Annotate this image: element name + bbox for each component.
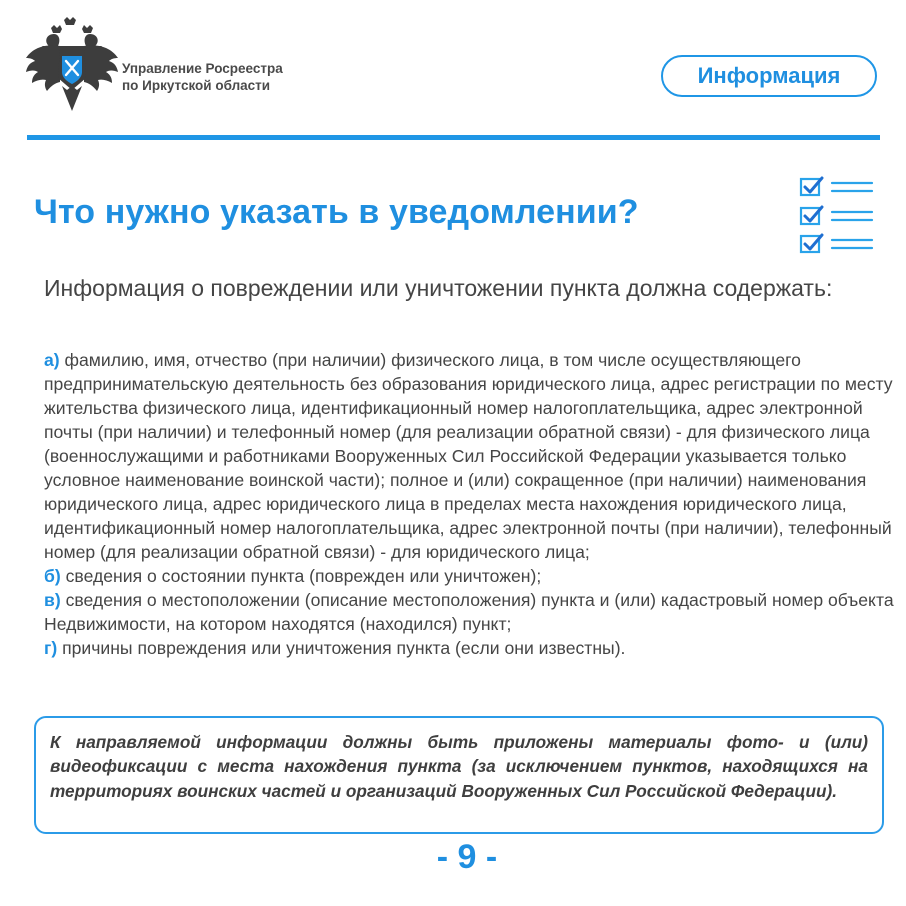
item-text: сведения о состоянии пункта (поврежден или уничтожен); <box>65 566 542 586</box>
list-item <box>44 588 894 636</box>
list-item <box>44 348 894 564</box>
intro-text: Информация о повреждении или уничтожении пункта должна содержать: <box>44 275 833 301</box>
item-marker: б) <box>44 566 61 586</box>
item-marker: в) <box>44 590 61 610</box>
note-box <box>34 716 884 834</box>
header-divider <box>27 135 880 140</box>
note-text: К направляемой информации должны быть приложены материалы фото- и (или) видеофиксации с места нахождения пункта (за исключением пунктов, находящихся на территориях воинских частей и организаций Вооруженных Сил Российской Федерации). <box>50 732 868 801</box>
item-marker: а) <box>44 350 60 370</box>
organization-name-line2: по Иркутской области <box>122 78 271 93</box>
info-badge: Информация <box>661 55 877 97</box>
organization-name-line1: Управление Росреестра <box>122 61 283 76</box>
item-text: причины повреждения или уничтожения пункта (если они известны). <box>62 638 626 658</box>
eagle-emblem-icon <box>24 16 120 114</box>
item-marker: г) <box>44 638 58 658</box>
item-text: фамилию, имя, отчество (при наличии) физического лица, в том числе осуществляющего предпринимательскую деятельность без образования юридического лица, адрес регистрации по месту жительства физического лица, идентификационный номер налогоплательщика, адрес электронной почты (при наличии) и телефонный номер (для реализации обратной связи) - для физического лица (военнослужащими и работниками Вооруженных Сил Российской Федерации указывается только условное наименование воинской части); полное и (или) сокращенное (при наличии) наименования юридического лица, адрес юридического лица в пределах места нахождения юридического лица, идентификационный номер налогоплательщика, адрес электронной почты (при наличии), телефонный номер (для реализации обратной связи) - для юридического лица; <box>44 350 893 562</box>
organization-name <box>122 60 283 94</box>
checklist-icon <box>798 174 876 256</box>
page-number: - 9 - <box>436 838 498 876</box>
item-text: сведения о местоположении (описание местоположения) пункта и (или) кадастровый номер объекта Недвижимости, на котором находятся (находился) пункт; <box>44 590 894 634</box>
list-item <box>44 564 894 588</box>
requirements-list <box>44 348 894 660</box>
page-title: Что нужно указать в уведомлении? <box>34 193 639 231</box>
list-item <box>44 636 894 660</box>
